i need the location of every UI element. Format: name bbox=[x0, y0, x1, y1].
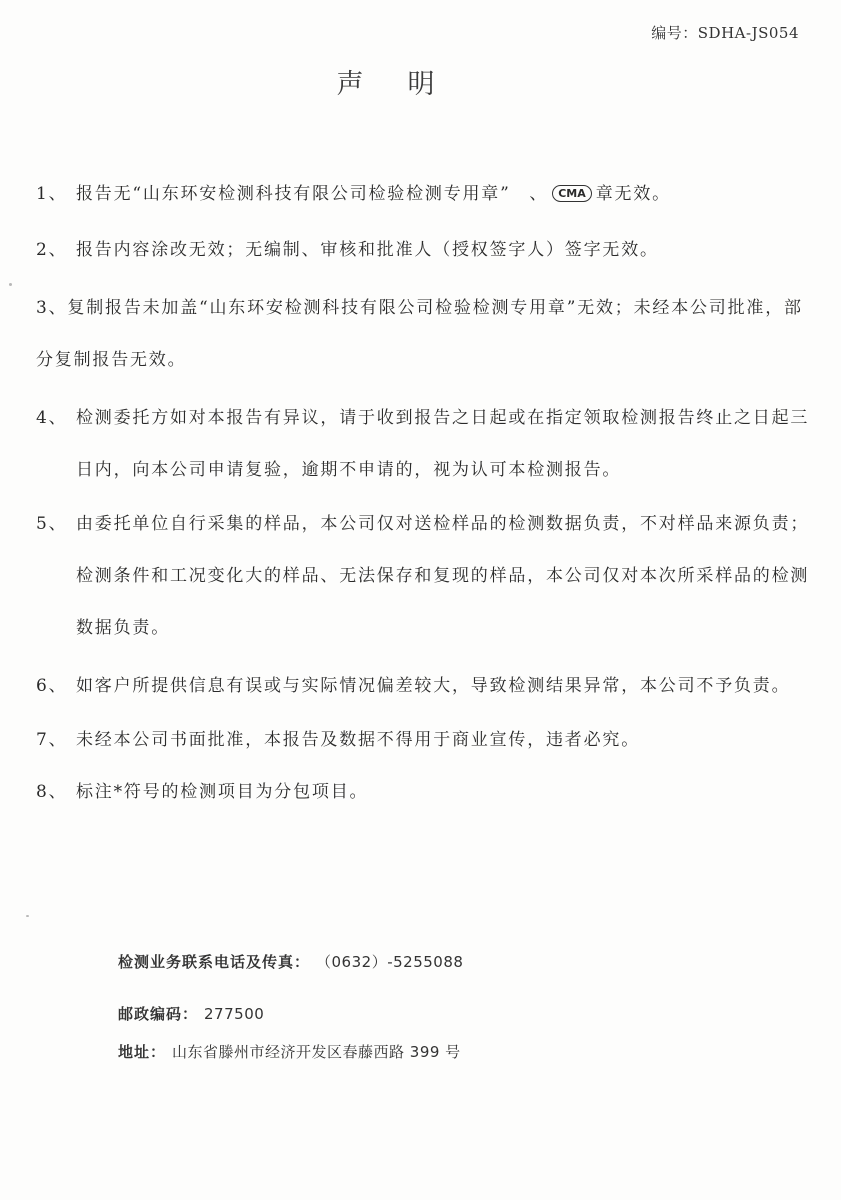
clause-6 bbox=[36, 660, 811, 712]
phone-value: （0632）-5255088 bbox=[316, 953, 464, 971]
postcode-label: 邮政编码： bbox=[118, 1005, 199, 1023]
clause-text: 检测委托方如对本报告有异议，请于收到报告之日起或在指定领取检测报告终止之日起三日内，向本公司申请复验，逾期不申请的，视为认可本检测报告。 bbox=[76, 408, 810, 480]
clause-8 bbox=[36, 766, 811, 818]
clause-number: 1、 bbox=[36, 184, 68, 204]
clause-number: 3、 bbox=[36, 298, 68, 318]
phone-label: 检测业务联系电话及传真： bbox=[118, 953, 311, 971]
clause-text: 报告内容涂改无效；无编制、审核和批准人（授权签字人）签字无效。 bbox=[76, 240, 659, 260]
clause-4 bbox=[36, 392, 811, 496]
scan-speck bbox=[9, 283, 12, 286]
clause-text: 复制报告未加盖“山东环安检测科技有限公司检验检测专用章”无效；未经本公司批准，部分复制报告无效。 bbox=[36, 298, 803, 370]
cma-mark-icon: CMA bbox=[552, 185, 592, 202]
clause-5 bbox=[36, 498, 811, 654]
clause-text-after-mark: 章无效。 bbox=[595, 184, 671, 204]
clause-text: 由委托单位自行采集的样品，本公司仅对送检样品的检测数据负责，不对样品来源负责；检测条件和工况变化大的样品、无法保存和复现的样品，本公司仅对本次所采样品的检测数据负责。 bbox=[76, 514, 810, 638]
clause-text: 标注*符号的检测项目为分包项目。 bbox=[76, 782, 369, 802]
page-title: 声明 bbox=[336, 69, 479, 100]
clause-2 bbox=[36, 224, 811, 276]
clause-number: 8、 bbox=[36, 782, 68, 802]
address-value: 山东省滕州市经济开发区春藤西路 399 号 bbox=[172, 1043, 461, 1061]
clause-number: 5、 bbox=[36, 514, 68, 534]
contact-phone bbox=[118, 950, 758, 974]
contact-postcode bbox=[118, 1002, 758, 1026]
clause-number: 6、 bbox=[36, 676, 68, 696]
document-number: 编号：SDHA-JS054 bbox=[651, 24, 799, 42]
clause-7 bbox=[36, 714, 811, 766]
clause-number: 7、 bbox=[36, 730, 68, 750]
clause-text-before-mark: 报告无“山东环安检测科技有限公司检验检测专用章” 、 bbox=[76, 184, 549, 204]
clause-text: 未经本公司书面批准，本报告及数据不得用于商业宣传，违者必究。 bbox=[76, 730, 640, 750]
clause-3 bbox=[36, 282, 811, 386]
address-label: 地址： bbox=[118, 1043, 167, 1061]
statement-clauses bbox=[36, 168, 811, 818]
contact-block bbox=[118, 950, 758, 1064]
scan-speck bbox=[26, 915, 29, 917]
clause-1 bbox=[36, 168, 811, 220]
clause-text: 如客户所提供信息有误或与实际情况偏差较大，导致检测结果异常，本公司不予负责。 bbox=[76, 676, 791, 696]
clause-number: 2、 bbox=[36, 240, 68, 260]
postcode-value: 277500 bbox=[204, 1005, 265, 1023]
contact-address bbox=[118, 1040, 758, 1064]
clause-number: 4、 bbox=[36, 408, 68, 428]
